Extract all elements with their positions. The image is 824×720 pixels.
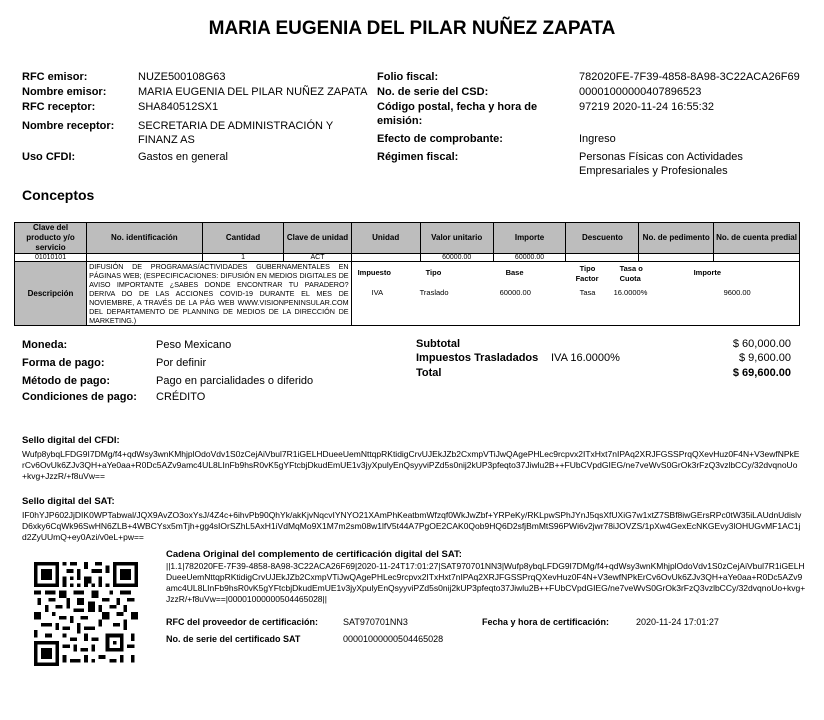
folio-fiscal-value: 782020FE-7F39-4858-8A98-3C22ACA26F69: [579, 71, 800, 83]
qr-code: [34, 562, 138, 666]
tax-header-tasa: Tasa o: [619, 264, 643, 273]
tax-header-tipo-factor-2: Factor: [575, 274, 599, 283]
serie-csd-label: No. de serie del CSD:: [377, 86, 489, 98]
efecto-comprobante-label: Efecto de comprobante:: [377, 133, 503, 145]
sello-sat-label: Sello digital del SAT:: [22, 496, 115, 507]
description-row: [15, 262, 800, 326]
column-header: Valor unitario: [420, 223, 493, 254]
table-cell: 60000.00: [493, 254, 566, 262]
table-cell: 60000.00: [420, 254, 493, 262]
sello-cfdi-label: Sello digital del CFDI:: [22, 435, 120, 446]
conceptos-table: [14, 222, 800, 326]
regimen-fiscal-label: Régimen fiscal:: [377, 151, 459, 163]
table-row: [15, 254, 800, 262]
tax-tipo: Traslado: [419, 288, 449, 297]
total-value: $ 69,600.00: [732, 367, 791, 379]
nombre-emisor-label: Nombre emisor:: [22, 86, 107, 98]
condiciones-pago-value: CRÉDITO: [156, 391, 206, 403]
sello-sat-text: IF0hYJP602JjDIK0WPTabwal/JQX9AvZO3oxYsJ/4Z4c+6ihvPb90QhYk/akKjvNqcvIYNYO21XAmPhKeatbmWfzqf0WkJwZbf+YRPeKy/RKLpwSPhJYnJ5qsXfUXiG7w1xtZ7SBf8iwGErsRPc0tW35iLAUdnUdislvD6xky6CqWk96SwHN6ZLB+4WBCYsx5mTjh+gg4sIOrSZhL5AxH1iVdMqMo9X1M7m2sm08w1lfV5t44A7PgOE2CAK0Qob9HQ6D2sfjBmMtS96PWi6v2jwr78iJOVZS/1pXw4GexEcNKGEvy3lOHUGvMF1AC1jd2ZyUUmQ+ey0Azi/v0eL+pw==: [22, 510, 802, 542]
nombre-emisor-value: MARIA EUGENIA DEL PILAR NUÑEZ ZAPATA: [138, 86, 368, 98]
forma-pago-label: Forma de pago:: [22, 357, 105, 369]
table-header-row: [15, 223, 800, 254]
uso-cfdi-value: Gastos en general: [138, 151, 228, 163]
codigo-postal-value: 97219 2020-11-24 16:55:32: [579, 101, 714, 113]
efecto-comprobante-value: Ingreso: [579, 133, 616, 145]
serie-csd-value: 00001000000407896523: [579, 86, 702, 98]
tax-header-tipo-factor: Tipo: [579, 264, 596, 273]
subtotal-label: Subtotal: [416, 338, 460, 350]
nombre-receptor-value-2: FINANZ AS: [138, 134, 195, 146]
document-title: MARIA EUGENIA DEL PILAR NUÑEZ ZAPATA: [208, 18, 616, 39]
fecha-certificacion-label: Fecha y hora de certificación:: [482, 617, 610, 627]
subtotal-value: $ 60,000.00: [732, 338, 791, 350]
codigo-postal-label: Código postal, fecha y hora de: [377, 101, 538, 113]
tax-breakdown: [351, 262, 799, 326]
table-cell: [714, 254, 800, 262]
tax-tasa: 16.0000%: [613, 288, 648, 297]
rfc-emisor-label: RFC emisor:: [22, 71, 88, 83]
tax-header-tipo: Tipo: [425, 268, 442, 277]
impuestos-trasladados-value: $ 9,600.00: [739, 352, 791, 364]
tax-header-importe: Importe: [693, 268, 722, 277]
descripcion-text: DIFUSIÓN DE PROGRAMAS/ACTIVIDADES GUBERNAMENTALES EN PÁGINAS WEB; (ESPECIFICACIONES: DIFUSIÓN EN MEDIOS DIGITALES DE AVISO IMPORTANTE ¿SABES DONDE ENCONTRAR TU PARADERO? DERIVA DO DE LAS ACCIONES COVID-19 DURANTE EL MES DE NOVIEMBRE, A TRAVÉS DE LA PÁG WEB WWW.VISIONPENINSULAR.COM DEL DEPARTAMENTO DE PLANNING DE MEDIOS DE LA DIRECCIÓN DE MARKETING.): [87, 262, 352, 326]
metodo-pago-label: Método de pago:: [22, 375, 110, 387]
tax-header-impuesto: Impuesto: [357, 268, 391, 277]
rfc-receptor-value: SHA840512SX1: [138, 101, 219, 113]
fecha-certificacion-value: 2020-11-24 17:01:27: [636, 617, 719, 627]
column-header: No. de cuenta predial: [714, 223, 800, 254]
impuestos-trasladados-label: Impuestos Trasladados: [416, 352, 539, 364]
rfc-emisor-value: NUZE500108G63: [138, 71, 226, 83]
column-header: Cantidad: [202, 223, 284, 254]
table-cell: [566, 254, 639, 262]
sello-cfdi-text: Wufp8ybqLFDG9I7DMg/f4+qdWsy3wnKMhjplOdoVdv1S0zCejAiVbul7R1iGELHDueeUemNttqpRKtidigCrvUJEkJZb2CxmpVTiJwQAgePHLec9rcpvx2ITxHxt7nIPAq2XRJFGSSPrqQXevHuz0F4N+V3ewfNPkErCv6OvUk6ZJv3QH+aYe0aa+R0Dc5AZv9amc4UL8LInFb9hsR0vK5gYFtcbjDkudEmUE1v3jyXpulyEnQsyyviPZd5s0nij2kUP3pfeqto37Jiwlu2B++FUbCVpdGIEG/ne7veWvS0GrOk3rFzQ3vzlbCCy/32dvqnoUo+kvg+JzzR/+f8uVw==: [22, 449, 800, 481]
moneda-label: Moneda:: [22, 339, 68, 351]
folio-fiscal-label: Folio fiscal:: [377, 71, 439, 83]
nombre-receptor-value: SECRETARIA DE ADMINISTRACIÓN Y: [138, 120, 334, 132]
column-header: Clave del producto y/o servicio: [15, 223, 87, 254]
column-header: Importe: [493, 223, 566, 254]
total-label: Total: [416, 367, 442, 379]
descripcion-label: Descripción: [15, 262, 87, 326]
column-header: No. de pedimento: [639, 223, 714, 254]
uso-cfdi-label: Uso CFDI:: [22, 151, 76, 163]
tax-header-base: Base: [505, 268, 524, 277]
tax-tipo-factor: Tasa: [579, 288, 596, 297]
table-cell: [639, 254, 714, 262]
cadena-original-label: Cadena Original del complemento de certificación digital del SAT:: [166, 549, 462, 560]
impuestos-trasladados-tax: IVA 16.0000%: [551, 352, 620, 364]
tax-impuesto: IVA: [371, 288, 384, 297]
codigo-postal-label-2: emisión:: [377, 115, 423, 127]
regimen-fiscal-value-2: Empresariales y Profesionales: [579, 165, 728, 177]
tax-base: 60000.00: [499, 288, 531, 297]
tax-header-tasa-2: Cuota: [619, 274, 641, 283]
regimen-fiscal-value: Personas Físicas con Actividades: [579, 151, 743, 163]
cadena-original-text: ||1.1|782020FE-7F39-4858-8A98-3C22ACA26F69|2020-11-24T17:01:27|SAT970701NN3|Wufp8ybqLFDG9I7DMg/f4+qdWsy3wnKMhjplOdoVdv1S0zCejAiVbul7R1iGELHDueeUemNttqpRKtidigCrvUJEkJZb2CxmpVTiJwQAgePHLec9rcpvx2ITxHxt7nIPAq2XRJFGSSPrqQXevHuz0F4N+V3ewfNPkErCv6OvUk6ZJv3QH+aYe0aa+R0Dc5AZv9amc4UL8LInFb9hsR0vK5gYFtcbjDkudEmUE1v3jyXpulyEnQsyyviPZd5s0nij2kUP3pfeqto37Jiwlu2B++FUbCVpdGIEG/ne7veWvS0GrOk3rFzQ3vzlbCCy/32dvqnoUo+kvg+JzzR/+f8uVw==|00001000000504465028||: [166, 561, 806, 604]
rfc-receptor-label: RFC receptor:: [22, 101, 96, 113]
table-cell: [351, 254, 420, 262]
column-header: Clave de unidad: [284, 223, 351, 254]
column-header: No. identificación: [87, 223, 203, 254]
column-header: Unidad: [351, 223, 420, 254]
table-cell: 1: [202, 254, 284, 262]
rfc-proveedor-value: SAT970701NN3: [343, 617, 408, 627]
table-cell: [87, 254, 203, 262]
nombre-receptor-label: Nombre receptor:: [22, 120, 115, 132]
conceptos-heading: Conceptos: [22, 187, 95, 203]
column-header: Descuento: [566, 223, 639, 254]
serie-certificado-label: No. de serie del certificado SAT: [166, 634, 301, 644]
forma-pago-value: Por definir: [156, 357, 207, 369]
condiciones-pago-label: Condiciones de pago:: [22, 391, 137, 403]
moneda-value: Peso Mexicano: [156, 339, 232, 351]
rfc-proveedor-label: RFC del proveedor de certificación:: [166, 617, 319, 627]
table-cell: 01010101: [15, 254, 87, 262]
table-cell: ACT: [284, 254, 351, 262]
metodo-pago-value: Pago en parcialidades o diferido: [156, 375, 314, 387]
serie-certificado-value: 00001000000504465028: [343, 634, 444, 644]
tax-importe: 9600.00: [723, 288, 751, 297]
